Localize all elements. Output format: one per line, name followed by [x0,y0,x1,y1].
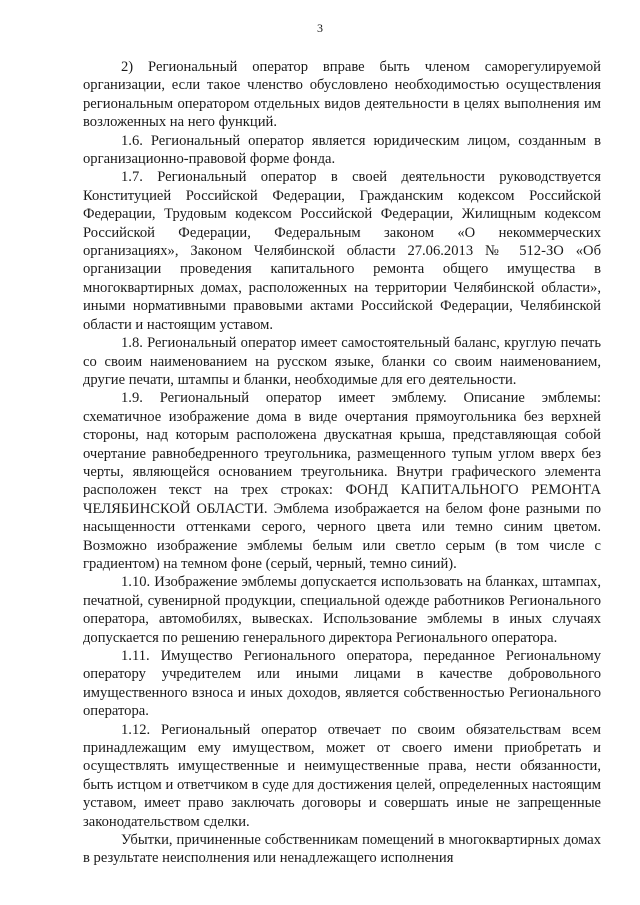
paragraph-1-10: 1.10. Изображение эмблемы допускается использовать на бланках, штампах, печатной, сувенирной продукции, специальной одежде работников Регионального оператора, автомобилях, вывесках. Использование эмблемы в иных случаях допускается по решению генерального директора Регионального оператора. [83,574,601,646]
paragraph-1-11: 1.11. Имущество Регионального оператора, переданное Региональному оператору учредителем или иными лицами в качестве добровольного имущественного взноса и иных доходов, является собственностью Регионального оператора. [83,648,601,720]
paragraph-losses: Убытки, причиненные собственникам помещений в многоквартирных домах в результате неисполнения или ненадлежащего исполнения [83,832,601,867]
paragraph-1-6: 1.6. Региональный оператор является юридическим лицом, созданным в организационно-правовой форме фонда. [83,132,601,168]
paragraph-1-9: 1.9. Региональный оператор имеет эмблему. Описание эмблемы: схематичное изображение дома в виде очертания прямоугольника без верхней стороны, над которым расположена двускатная крыша, представляющая собой очертание равнобедренного треугольника, размещенного тупым углом вверх без черты, являющейся основанием треугольника. Внутри графического элемента расположен текст на трех строках: ФОНД КАПИТАЛЬНОГО РЕМОНТА ЧЕЛЯБИНСКОЙ ОБЛАСТИ. Эмблема изображается на белом фоне разными по насыщенности оттенками серого, черного цвета или темно синим цветом. Возможно изображение эмблемы белым или светло серым (в том числе с градиентом) на темном фоне (серый, черный, темно синий). [83,390,601,572]
paragraph-membership: 2) Региональный оператор вправе быть членом саморегулируемой организации, если такое членство обусловлено необходимостью осуществления региональным оператором отдельных видов деятельности в целях выполнения им возложенных на него функций. [83,59,601,131]
paragraph-1-8: 1.8. Региональный оператор имеет самостоятельный баланс, круглую печать со своим наименованием на русском языке, бланки со своим наименованием, другие печати, штампы и бланки, необходимые для его деятельности. [83,335,601,388]
document-body [83,58,601,868]
paragraph-1-7: 1.7. Региональный оператор в своей деятельности руководствуется Конституцией Российской Федерации, Гражданским кодексом Российской Федерации, Трудовым кодексом Российской Федерации, Жилищным кодексом Российской Федерации, Федеральным законом «О некоммерческих организациях», Законом Челябинской области 27.06.2013 № 512-ЗО «Об организации проведения капитального ремонта общего имущества в многоквартирных домах, расположенных на территории Челябинской области», иными нормативными правовыми актами Российской Федерации, Челябинской области и настоящим уставом. [83,169,601,333]
paragraph-1-12: 1.12. Региональный оператор отвечает по своим обязательствам всем принадлежащим ему имуществом, может от своего имени приобретать и осуществлять имущественные и неимущественные права, нести обязанности, быть истцом и ответчиком в суде для достижения целей, определенных настоящим уставом, имеет право заключать договоры и совершать иные не запрещенные законодательством сделки. [83,721,601,830]
page-number: 3 [317,21,323,35]
